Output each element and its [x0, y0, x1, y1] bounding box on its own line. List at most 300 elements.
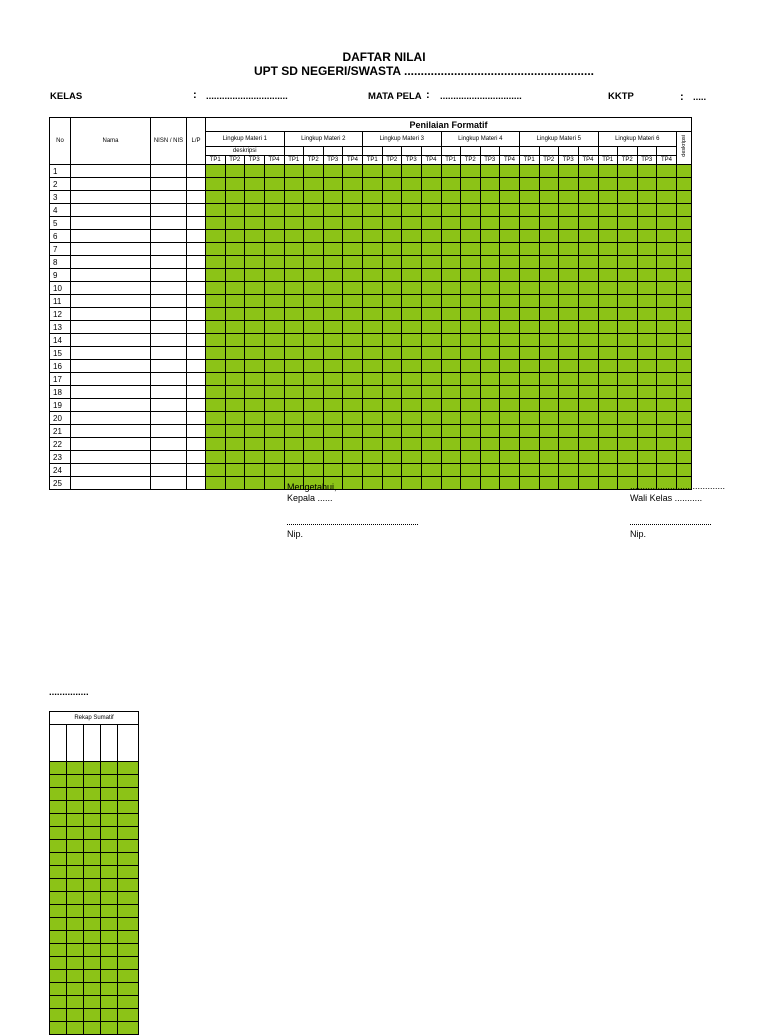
- score-cell[interactable]: [559, 399, 579, 412]
- score-cell[interactable]: [598, 165, 618, 178]
- score-cell[interactable]: [578, 347, 598, 360]
- score-cell[interactable]: [402, 191, 422, 204]
- score-cell[interactable]: [461, 373, 481, 386]
- score-cell[interactable]: [441, 295, 461, 308]
- score-cell[interactable]: [578, 321, 598, 334]
- score-cell[interactable]: [578, 204, 598, 217]
- score-cell[interactable]: [363, 373, 383, 386]
- score-cell[interactable]: [637, 165, 657, 178]
- score-cell[interactable]: [480, 230, 500, 243]
- score-cell[interactable]: [480, 217, 500, 230]
- score-cell[interactable]: [343, 191, 363, 204]
- rekap-cell[interactable]: [67, 853, 84, 866]
- rekap-cell[interactable]: [84, 905, 101, 918]
- rekap-cell[interactable]: [67, 1009, 84, 1022]
- score-cell[interactable]: [206, 217, 226, 230]
- score-cell[interactable]: [343, 412, 363, 425]
- score-cell[interactable]: [323, 399, 343, 412]
- score-cell[interactable]: [363, 451, 383, 464]
- rekap-cell[interactable]: [84, 970, 101, 983]
- score-cell[interactable]: [225, 295, 245, 308]
- lp-cell[interactable]: [187, 438, 206, 451]
- score-cell[interactable]: [363, 295, 383, 308]
- score-cell[interactable]: [421, 321, 441, 334]
- rekap-cell[interactable]: [50, 1009, 67, 1022]
- score-cell[interactable]: [245, 217, 265, 230]
- score-cell[interactable]: [284, 412, 304, 425]
- score-cell[interactable]: [363, 282, 383, 295]
- score-cell[interactable]: [598, 360, 618, 373]
- score-cell[interactable]: [225, 386, 245, 399]
- score-cell[interactable]: [421, 360, 441, 373]
- score-cell[interactable]: [677, 295, 692, 308]
- score-cell[interactable]: [461, 451, 481, 464]
- score-cell[interactable]: [539, 386, 559, 399]
- rekap-cell[interactable]: [50, 1022, 67, 1035]
- score-cell[interactable]: [421, 165, 441, 178]
- nisn-cell[interactable]: [151, 230, 187, 243]
- score-cell[interactable]: [657, 334, 677, 347]
- score-cell[interactable]: [264, 308, 284, 321]
- score-cell[interactable]: [461, 269, 481, 282]
- score-cell[interactable]: [382, 178, 402, 191]
- score-cell[interactable]: [657, 165, 677, 178]
- score-cell[interactable]: [363, 178, 383, 191]
- lp-cell[interactable]: [187, 243, 206, 256]
- score-cell[interactable]: [480, 334, 500, 347]
- score-cell[interactable]: [539, 165, 559, 178]
- score-cell[interactable]: [677, 243, 692, 256]
- score-cell[interactable]: [578, 360, 598, 373]
- score-cell[interactable]: [363, 386, 383, 399]
- score-cell[interactable]: [559, 308, 579, 321]
- score-cell[interactable]: [264, 321, 284, 334]
- score-cell[interactable]: [598, 230, 618, 243]
- score-cell[interactable]: [539, 477, 559, 490]
- nama-cell[interactable]: [71, 243, 151, 256]
- score-cell[interactable]: [598, 256, 618, 269]
- nama-cell[interactable]: [71, 425, 151, 438]
- score-cell[interactable]: [264, 269, 284, 282]
- score-cell[interactable]: [461, 321, 481, 334]
- score-cell[interactable]: [441, 373, 461, 386]
- score-cell[interactable]: [323, 243, 343, 256]
- score-cell[interactable]: [304, 256, 324, 269]
- lp-cell[interactable]: [187, 204, 206, 217]
- score-cell[interactable]: [441, 425, 461, 438]
- score-cell[interactable]: [206, 243, 226, 256]
- score-cell[interactable]: [637, 295, 657, 308]
- nisn-cell[interactable]: [151, 477, 187, 490]
- nama-cell[interactable]: [71, 438, 151, 451]
- rekap-cell[interactable]: [118, 827, 139, 840]
- score-cell[interactable]: [657, 438, 677, 451]
- score-cell[interactable]: [264, 282, 284, 295]
- score-cell[interactable]: [206, 204, 226, 217]
- score-cell[interactable]: [264, 347, 284, 360]
- score-cell[interactable]: [343, 243, 363, 256]
- nama-cell[interactable]: [71, 204, 151, 217]
- score-cell[interactable]: [500, 321, 520, 334]
- score-cell[interactable]: [245, 269, 265, 282]
- score-cell[interactable]: [637, 334, 657, 347]
- score-cell[interactable]: [343, 373, 363, 386]
- score-cell[interactable]: [441, 204, 461, 217]
- score-cell[interactable]: [421, 347, 441, 360]
- score-cell[interactable]: [304, 451, 324, 464]
- nisn-cell[interactable]: [151, 295, 187, 308]
- score-cell[interactable]: [441, 308, 461, 321]
- nisn-cell[interactable]: [151, 256, 187, 269]
- score-cell[interactable]: [245, 373, 265, 386]
- score-cell[interactable]: [539, 334, 559, 347]
- nama-cell[interactable]: [71, 269, 151, 282]
- rekap-cell[interactable]: [118, 879, 139, 892]
- score-cell[interactable]: [559, 191, 579, 204]
- score-cell[interactable]: [245, 360, 265, 373]
- score-cell[interactable]: [520, 256, 540, 269]
- score-cell[interactable]: [500, 217, 520, 230]
- score-cell[interactable]: [323, 347, 343, 360]
- score-cell[interactable]: [363, 438, 383, 451]
- score-cell[interactable]: [598, 438, 618, 451]
- rekap-cell[interactable]: [118, 983, 139, 996]
- score-cell[interactable]: [323, 386, 343, 399]
- rekap-cell[interactable]: [101, 840, 118, 853]
- score-cell[interactable]: [598, 399, 618, 412]
- score-cell[interactable]: [677, 464, 692, 477]
- score-cell[interactable]: [363, 217, 383, 230]
- rekap-cell[interactable]: [101, 775, 118, 788]
- score-cell[interactable]: [480, 269, 500, 282]
- nisn-cell[interactable]: [151, 334, 187, 347]
- score-cell[interactable]: [304, 217, 324, 230]
- score-cell[interactable]: [402, 334, 422, 347]
- score-cell[interactable]: [578, 399, 598, 412]
- nisn-cell[interactable]: [151, 178, 187, 191]
- score-cell[interactable]: [480, 243, 500, 256]
- rekap-cell[interactable]: [101, 983, 118, 996]
- nama-cell[interactable]: [71, 373, 151, 386]
- score-cell[interactable]: [284, 204, 304, 217]
- score-cell[interactable]: [304, 399, 324, 412]
- score-cell[interactable]: [421, 399, 441, 412]
- score-cell[interactable]: [441, 269, 461, 282]
- score-cell[interactable]: [598, 243, 618, 256]
- nisn-cell[interactable]: [151, 373, 187, 386]
- score-cell[interactable]: [264, 217, 284, 230]
- nama-cell[interactable]: [71, 451, 151, 464]
- rekap-cell[interactable]: [84, 775, 101, 788]
- score-cell[interactable]: [677, 308, 692, 321]
- nisn-cell[interactable]: [151, 308, 187, 321]
- score-cell[interactable]: [245, 386, 265, 399]
- score-cell[interactable]: [264, 165, 284, 178]
- score-cell[interactable]: [363, 464, 383, 477]
- rekap-cell[interactable]: [84, 814, 101, 827]
- score-cell[interactable]: [441, 334, 461, 347]
- score-cell[interactable]: [618, 321, 638, 334]
- rekap-cell[interactable]: [84, 853, 101, 866]
- rekap-cell[interactable]: [50, 879, 67, 892]
- score-cell[interactable]: [382, 295, 402, 308]
- score-cell[interactable]: [677, 438, 692, 451]
- score-cell[interactable]: [657, 386, 677, 399]
- score-cell[interactable]: [421, 451, 441, 464]
- score-cell[interactable]: [500, 243, 520, 256]
- score-cell[interactable]: [323, 178, 343, 191]
- score-cell[interactable]: [480, 386, 500, 399]
- score-cell[interactable]: [363, 243, 383, 256]
- score-cell[interactable]: [382, 373, 402, 386]
- score-cell[interactable]: [343, 386, 363, 399]
- score-cell[interactable]: [480, 165, 500, 178]
- score-cell[interactable]: [539, 230, 559, 243]
- lp-cell[interactable]: [187, 477, 206, 490]
- lp-cell[interactable]: [187, 295, 206, 308]
- score-cell[interactable]: [618, 308, 638, 321]
- score-cell[interactable]: [618, 295, 638, 308]
- score-cell[interactable]: [343, 230, 363, 243]
- rekap-cell[interactable]: [118, 814, 139, 827]
- score-cell[interactable]: [677, 399, 692, 412]
- score-cell[interactable]: [461, 165, 481, 178]
- score-cell[interactable]: [578, 386, 598, 399]
- score-cell[interactable]: [304, 269, 324, 282]
- score-cell[interactable]: [206, 425, 226, 438]
- rekap-cell[interactable]: [50, 918, 67, 931]
- score-cell[interactable]: [264, 256, 284, 269]
- score-cell[interactable]: [520, 308, 540, 321]
- rekap-cell[interactable]: [67, 762, 84, 775]
- score-cell[interactable]: [382, 191, 402, 204]
- score-cell[interactable]: [657, 347, 677, 360]
- score-cell[interactable]: [206, 321, 226, 334]
- nama-cell[interactable]: [71, 321, 151, 334]
- score-cell[interactable]: [657, 464, 677, 477]
- score-cell[interactable]: [618, 451, 638, 464]
- score-cell[interactable]: [304, 178, 324, 191]
- score-cell[interactable]: [343, 425, 363, 438]
- score-cell[interactable]: [402, 204, 422, 217]
- score-cell[interactable]: [304, 295, 324, 308]
- score-cell[interactable]: [441, 256, 461, 269]
- score-cell[interactable]: [206, 269, 226, 282]
- rekap-cell[interactable]: [101, 892, 118, 905]
- score-cell[interactable]: [500, 178, 520, 191]
- score-cell[interactable]: [520, 321, 540, 334]
- score-cell[interactable]: [500, 269, 520, 282]
- score-cell[interactable]: [539, 425, 559, 438]
- rekap-cell[interactable]: [101, 1009, 118, 1022]
- score-cell[interactable]: [559, 269, 579, 282]
- score-cell[interactable]: [225, 178, 245, 191]
- score-cell[interactable]: [520, 438, 540, 451]
- score-cell[interactable]: [264, 243, 284, 256]
- score-cell[interactable]: [637, 425, 657, 438]
- score-cell[interactable]: [677, 217, 692, 230]
- rekap-cell[interactable]: [101, 827, 118, 840]
- score-cell[interactable]: [637, 282, 657, 295]
- score-cell[interactable]: [559, 464, 579, 477]
- score-cell[interactable]: [402, 386, 422, 399]
- score-cell[interactable]: [461, 282, 481, 295]
- score-cell[interactable]: [363, 425, 383, 438]
- rekap-cell[interactable]: [67, 918, 84, 931]
- score-cell[interactable]: [225, 256, 245, 269]
- score-cell[interactable]: [461, 412, 481, 425]
- score-cell[interactable]: [461, 295, 481, 308]
- score-cell[interactable]: [225, 191, 245, 204]
- score-cell[interactable]: [206, 373, 226, 386]
- score-cell[interactable]: [245, 412, 265, 425]
- rekap-cell[interactable]: [84, 1009, 101, 1022]
- rekap-cell[interactable]: [118, 866, 139, 879]
- nama-cell[interactable]: [71, 308, 151, 321]
- score-cell[interactable]: [520, 178, 540, 191]
- score-cell[interactable]: [363, 191, 383, 204]
- score-cell[interactable]: [225, 373, 245, 386]
- rekap-cell[interactable]: [84, 827, 101, 840]
- rekap-cell[interactable]: [84, 762, 101, 775]
- lp-cell[interactable]: [187, 373, 206, 386]
- score-cell[interactable]: [520, 360, 540, 373]
- score-cell[interactable]: [657, 191, 677, 204]
- score-cell[interactable]: [245, 334, 265, 347]
- score-cell[interactable]: [323, 165, 343, 178]
- score-cell[interactable]: [480, 178, 500, 191]
- score-cell[interactable]: [363, 165, 383, 178]
- score-cell[interactable]: [245, 165, 265, 178]
- score-cell[interactable]: [284, 243, 304, 256]
- score-cell[interactable]: [559, 295, 579, 308]
- score-cell[interactable]: [578, 308, 598, 321]
- score-cell[interactable]: [264, 230, 284, 243]
- score-cell[interactable]: [206, 230, 226, 243]
- score-cell[interactable]: [382, 386, 402, 399]
- score-cell[interactable]: [618, 269, 638, 282]
- score-cell[interactable]: [461, 217, 481, 230]
- kelas-value[interactable]: ...............................: [206, 91, 288, 102]
- score-cell[interactable]: [637, 308, 657, 321]
- score-cell[interactable]: [206, 282, 226, 295]
- score-cell[interactable]: [578, 464, 598, 477]
- rekap-cell[interactable]: [67, 775, 84, 788]
- score-cell[interactable]: [500, 191, 520, 204]
- rekap-cell[interactable]: [84, 918, 101, 931]
- score-cell[interactable]: [461, 230, 481, 243]
- score-cell[interactable]: [618, 256, 638, 269]
- nama-cell[interactable]: [71, 217, 151, 230]
- score-cell[interactable]: [677, 269, 692, 282]
- score-cell[interactable]: [421, 464, 441, 477]
- score-cell[interactable]: [539, 321, 559, 334]
- score-cell[interactable]: [500, 425, 520, 438]
- score-cell[interactable]: [677, 191, 692, 204]
- lp-cell[interactable]: [187, 425, 206, 438]
- score-cell[interactable]: [657, 373, 677, 386]
- rekap-cell[interactable]: [50, 775, 67, 788]
- rekap-cell[interactable]: [118, 788, 139, 801]
- nama-cell[interactable]: [71, 464, 151, 477]
- score-cell[interactable]: [520, 425, 540, 438]
- nama-cell[interactable]: [71, 178, 151, 191]
- score-cell[interactable]: [343, 269, 363, 282]
- score-cell[interactable]: [598, 477, 618, 490]
- score-cell[interactable]: [402, 464, 422, 477]
- score-cell[interactable]: [637, 412, 657, 425]
- score-cell[interactable]: [421, 373, 441, 386]
- score-cell[interactable]: [382, 464, 402, 477]
- score-cell[interactable]: [539, 451, 559, 464]
- score-cell[interactable]: [382, 425, 402, 438]
- score-cell[interactable]: [657, 321, 677, 334]
- score-cell[interactable]: [461, 308, 481, 321]
- lp-cell[interactable]: [187, 217, 206, 230]
- score-cell[interactable]: [637, 178, 657, 191]
- score-cell[interactable]: [500, 399, 520, 412]
- score-cell[interactable]: [461, 360, 481, 373]
- rekap-cell[interactable]: [50, 827, 67, 840]
- score-cell[interactable]: [598, 269, 618, 282]
- score-cell[interactable]: [323, 269, 343, 282]
- lp-cell[interactable]: [187, 256, 206, 269]
- rekap-cell[interactable]: [84, 892, 101, 905]
- score-cell[interactable]: [520, 165, 540, 178]
- score-cell[interactable]: [559, 230, 579, 243]
- rekap-cell[interactable]: [50, 892, 67, 905]
- score-cell[interactable]: [245, 477, 265, 490]
- score-cell[interactable]: [637, 360, 657, 373]
- rekap-cell[interactable]: [50, 905, 67, 918]
- score-cell[interactable]: [284, 165, 304, 178]
- score-cell[interactable]: [598, 308, 618, 321]
- score-cell[interactable]: [598, 178, 618, 191]
- score-cell[interactable]: [637, 204, 657, 217]
- score-cell[interactable]: [618, 191, 638, 204]
- score-cell[interactable]: [382, 243, 402, 256]
- score-cell[interactable]: [402, 451, 422, 464]
- rekap-cell[interactable]: [101, 918, 118, 931]
- score-cell[interactable]: [323, 360, 343, 373]
- score-cell[interactable]: [578, 282, 598, 295]
- lp-cell[interactable]: [187, 347, 206, 360]
- score-cell[interactable]: [245, 256, 265, 269]
- score-cell[interactable]: [480, 412, 500, 425]
- score-cell[interactable]: [618, 165, 638, 178]
- score-cell[interactable]: [480, 282, 500, 295]
- rekap-cell[interactable]: [118, 892, 139, 905]
- score-cell[interactable]: [264, 386, 284, 399]
- score-cell[interactable]: [421, 243, 441, 256]
- score-cell[interactable]: [225, 425, 245, 438]
- rekap-cell[interactable]: [84, 879, 101, 892]
- score-cell[interactable]: [421, 230, 441, 243]
- score-cell[interactable]: [598, 386, 618, 399]
- score-cell[interactable]: [480, 399, 500, 412]
- rekap-cell[interactable]: [118, 1022, 139, 1035]
- score-cell[interactable]: [402, 321, 422, 334]
- lp-cell[interactable]: [187, 464, 206, 477]
- score-cell[interactable]: [343, 347, 363, 360]
- score-cell[interactable]: [539, 308, 559, 321]
- rekap-cell[interactable]: [118, 1009, 139, 1022]
- score-cell[interactable]: [637, 243, 657, 256]
- score-cell[interactable]: [402, 269, 422, 282]
- score-cell[interactable]: [382, 217, 402, 230]
- score-cell[interactable]: [559, 360, 579, 373]
- lp-cell[interactable]: [187, 360, 206, 373]
